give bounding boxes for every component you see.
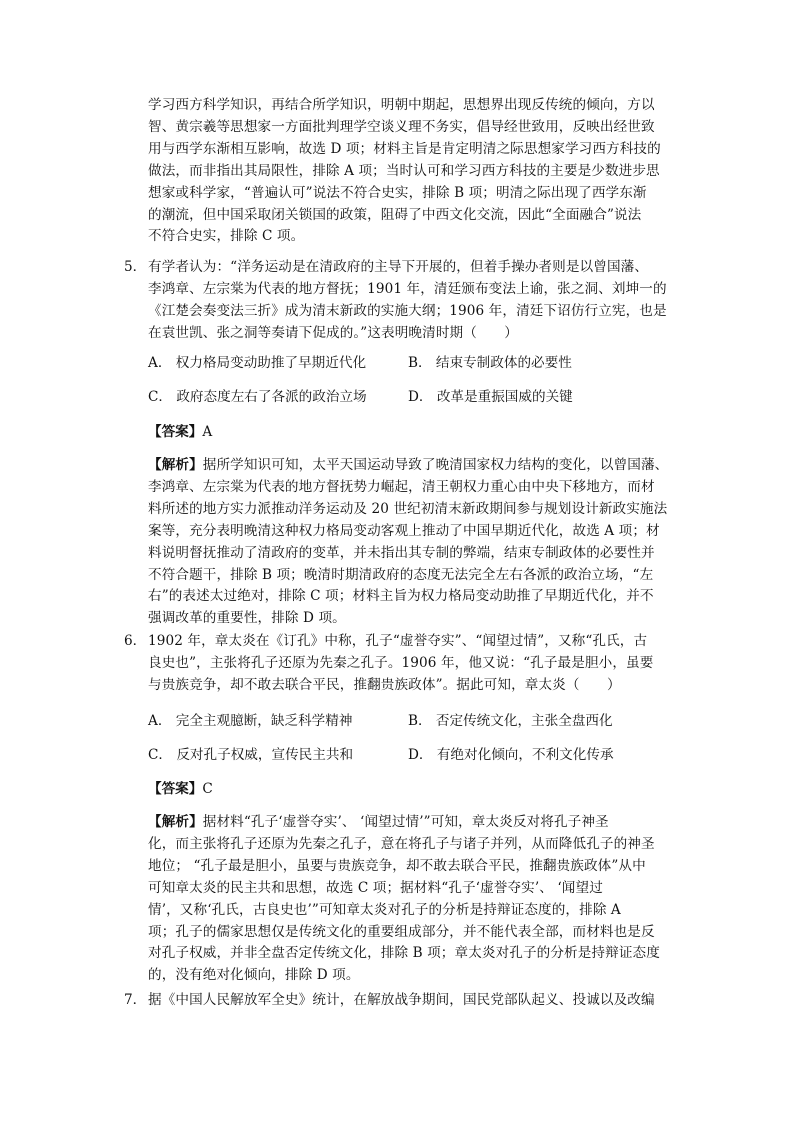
answer-line — [148, 779, 213, 799]
text-line: 料说明督抚推动了清政府的变革，并未指出其专制的弊端，结束专制政体的必要性并 — [148, 544, 655, 561]
text-line: 地位； “孔子最是胆小，虽要与贵族竞争，却不敢去联合平民，推翻贵族政体”从中 — [148, 857, 646, 874]
text-line: 用与西学东渐相互影响，故选 D 项；材料主旨是肯定明清之际思想家学习西方科技的 — [148, 140, 661, 157]
question-stem — [148, 631, 676, 697]
text-line: 据所学知识可知，太平天国运动导致了晚清国家权力结构的变化，以曾国藩、 — [202, 457, 669, 473]
answer-tag: 【答案】 — [148, 781, 203, 797]
analysis — [148, 812, 676, 987]
option-b: B． 结束专制政体的必要性 — [408, 355, 572, 371]
answer-value: A — [202, 424, 213, 440]
carryover-explanation — [148, 95, 676, 248]
text-line: 的潮流，但中国采取闭关锁国的政策，阻碍了中西文化交流，因此“全面融合”说法 — [148, 206, 642, 223]
text-line: 1902 年，章太炎在《订孔》中称，孔子“虚誉夺实”、“闻望过情”，又称“孔氏，古 — [148, 633, 648, 649]
text-line: 右”的表述太过绝对，排除 C 项；材料主旨为权力格局变动助推了早期近代化，并不 — [148, 588, 654, 605]
question-stem — [148, 257, 676, 345]
text-line: 可知章太炎的民主共和思想，故选 C 项；据材料“孔子‘虚誉夺实’、 ‘闻望过 — [148, 879, 603, 896]
text-line: 学习西方科学知识，再结合所学知识，明朝中期起，思想界出现反传统的倾向，方以 — [148, 97, 655, 113]
option-c: C． 政府态度左右了各派的政治立场 — [148, 389, 367, 405]
text-line: 《江楚会奏变法三折》成为清末新政的实施大纲；1906 年，清廷下诏仿行立宪，也是 — [148, 302, 667, 319]
text-line: 想家或科学家，“普遍认可”说法不符合史实，排除 B 项；明清之际出现了西学东渐 — [148, 184, 647, 201]
text-line: 有学者认为：“洋务运动是在清政府的主导下开展的，但着手操办者则是以曾国藩、 — [148, 259, 649, 275]
question-number: 5． — [124, 259, 147, 275]
text-line: 强调改革的重要性，排除 D 项。 — [148, 610, 346, 627]
analysis — [148, 455, 676, 630]
text-line: 做法，而非指出其局限性，排除 A 项；当时认可和学习西方科技的主要是少数进步思 — [148, 162, 660, 179]
answer-line — [148, 422, 212, 442]
text-line: 化，而主张将孔子还原为先秦之孔子，意在将孔子与诸子并列，从而降低孔子的神圣 — [148, 835, 655, 852]
text-line: 在袁世凯、张之洞等奏请下促成的。”这表明晚清时期（ ） — [148, 324, 518, 341]
text-line: 不符合题干，排除 B 项；晚清时期清政府的态度无法完全左右各派的政治立场，“左 — [148, 566, 654, 583]
analysis-tag: 【解析】 — [148, 814, 203, 830]
text-line: 料所述的地方实力派推动洋务运动及 20 世纪初清末新政期间参与规划设计新政实施法 — [148, 500, 668, 517]
answer-tag: 【答案】 — [148, 424, 203, 440]
question-number: 6． — [124, 633, 147, 649]
text-line: 李鸿章、左宗棠为代表的地方督抚势力崛起，清王朝权力重心由中央下移地方，而材 — [148, 478, 655, 495]
text-line: 据材料“孔子‘虚誉夺实’、 ‘闻望过情’”可知，章太炎反对将孔子神圣 — [202, 814, 609, 830]
option-d: D． 改革是重振国威的关键 — [408, 389, 573, 405]
answer-value: C — [202, 781, 213, 797]
option-b: B． 否定传统文化，主张全盘西化 — [408, 713, 613, 729]
text-line: 良史也”，主张将孔子还原为先秦之孔子。1906 年，他又说：“孔子最是胆小，虽要 — [148, 654, 654, 671]
option-a: A． 权力格局变动助推了早期近代化 — [148, 355, 367, 371]
question-stem — [148, 990, 676, 1012]
option-d: D． 有绝对化倾向，不利文化传承 — [408, 747, 614, 763]
text-line: 案等，充分表明晚清这种权力格局变动客观上推动了中国早期近代化，故选 A 项；材 — [148, 522, 660, 539]
text-line: 对孔子权威，并非全盘否定传统文化，排除 B 项；章太炎对孔子的分析是持辩证态度 — [148, 945, 660, 962]
analysis-tag: 【解析】 — [148, 457, 203, 473]
text-line: 项；孔子的儒家思想仅是传统文化的重要组成部分，并不能代表全部，而材料也是反 — [148, 923, 655, 940]
question-number: 7． — [124, 992, 147, 1008]
text-line: 智、黄宗羲等思想家一方面批判理学空谈义理不务实，倡导经世致用，反映出经世致 — [148, 118, 655, 135]
text-line: 据《中国人民解放军全史》统计，在解放战争期间，国民党部队起义、投诚以及改编 — [148, 992, 655, 1008]
text-line: 的，没有绝对化倾向，排除 D 项。 — [148, 967, 360, 984]
text-line: 情’，又称‘孔氏，古良史也’”可知章太炎对孔子的分析是持辩证态度的，排除 A — [148, 901, 621, 918]
option-a: A． 完全主观臆断，缺乏科学精神 — [148, 713, 353, 729]
text-line: 不符合史实，排除 C 项。 — [148, 228, 305, 245]
option-c: C． 反对孔子权威，宣传民主共和 — [148, 747, 354, 763]
text-line: 与贵族竞争，却不敢去联合平民，推翻贵族政体”。据此可知，章太炎（ ） — [148, 676, 621, 693]
text-line: 李鸿章、左宗棠为代表的地方督抚；1901 年，清廷颁布变法上谕，张之洞、刘坤一的 — [148, 280, 667, 297]
